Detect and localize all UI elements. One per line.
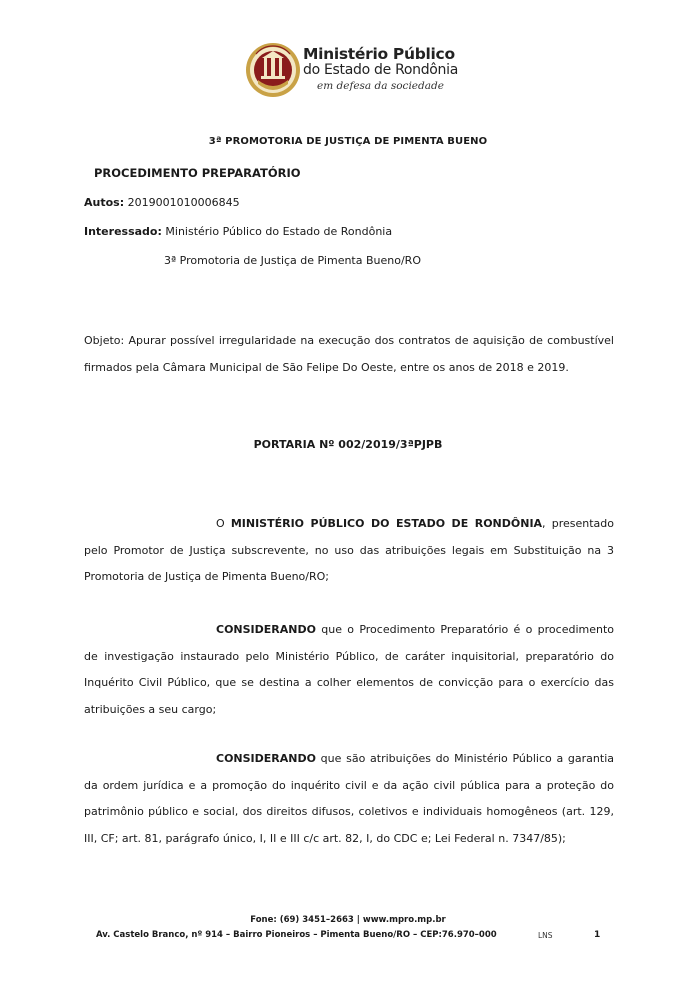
footer-initials: LNS [538, 931, 553, 940]
letterhead-title: Ministério Público [303, 45, 455, 63]
autos-line [84, 196, 240, 210]
p1-prefix: O [216, 517, 231, 530]
footer-contact: Fone: (69) 3451–2663 | www.mpro.mp.br [250, 915, 446, 925]
procedimento-heading: PROCEDIMENTO PREPARATÓRIO [94, 166, 301, 180]
objeto-paragraph: Objeto: Apurar possível irregularidade na execução dos contratos de aquisição de combustível firmados pela Câmara Municipal de São Felipe Do Oeste, entre os anos de 2018 e 2019. [84, 334, 614, 374]
p1-bold: MINISTÉRIO PÚBLICO DO ESTADO DE RONDÔNIA [230, 517, 543, 530]
interessado-value: Ministério Público do Estado de Rondônia [165, 225, 393, 238]
letterhead-motto: em defesa da sociedade [317, 80, 444, 92]
interessado-line [84, 225, 392, 239]
letterhead-subtitle: do Estado de Rondônia [303, 62, 458, 78]
promotoria-heading: 3ª PROMOTORIA DE JUSTIÇA DE PIMENTA BUENO [208, 136, 488, 147]
autos-label: Autos: [84, 196, 125, 209]
paragraph-1 [84, 511, 614, 591]
mp-seal-logo [244, 40, 302, 100]
p2-bold: CONSIDERANDO [216, 623, 316, 636]
letterhead [244, 40, 464, 104]
footer-address: Av. Castelo Branco, nº 914 – Bairro Pioneiros – Pimenta Bueno/RO – CEP:76.970–000 [96, 930, 497, 940]
p3-bold: CONSIDERANDO [216, 752, 316, 765]
autos-value: 2019001010006845 [127, 196, 240, 209]
page-number: 1 [594, 930, 601, 940]
interessado-label: Interessado: [84, 225, 162, 238]
p2-text: que o Procedimento Preparatório é o procedimento de investigação instaurado pelo Ministério Público, de caráter inquisitorial, preparatório do Inquérito Civil Público, que se destina a colher elementos de convicção para o exercício das atribuições a seu cargo; [84, 623, 614, 716]
portaria-title: PORTARIA Nº 002/2019/3ªPJPB [253, 438, 443, 451]
paragraph-3 [84, 746, 614, 852]
p1-text: , presentado pelo Promotor de Justiça subscrevente, no uso das atribuições legais em Substituição na 3 Promotoria de Justiça de Pimenta Bueno/RO; [84, 517, 614, 583]
interessado-value-2: 3ª Promotoria de Justiça de Pimenta Bueno/RO [164, 254, 421, 267]
p3-text: que são atribuições do Ministério Público a garantia da ordem jurídica e a promoção do inquérito civil e da ação civil pública para a proteção do patrimônio público e social, dos direitos difusos, coletivos e individuais homogêneos (art. 129, III, CF; art. 81, parágrafo único, I, II e III c/c art. 82, I, do CDC e; Lei Federal n. 7347/85); [84, 752, 614, 845]
paragraph-2 [84, 617, 614, 723]
